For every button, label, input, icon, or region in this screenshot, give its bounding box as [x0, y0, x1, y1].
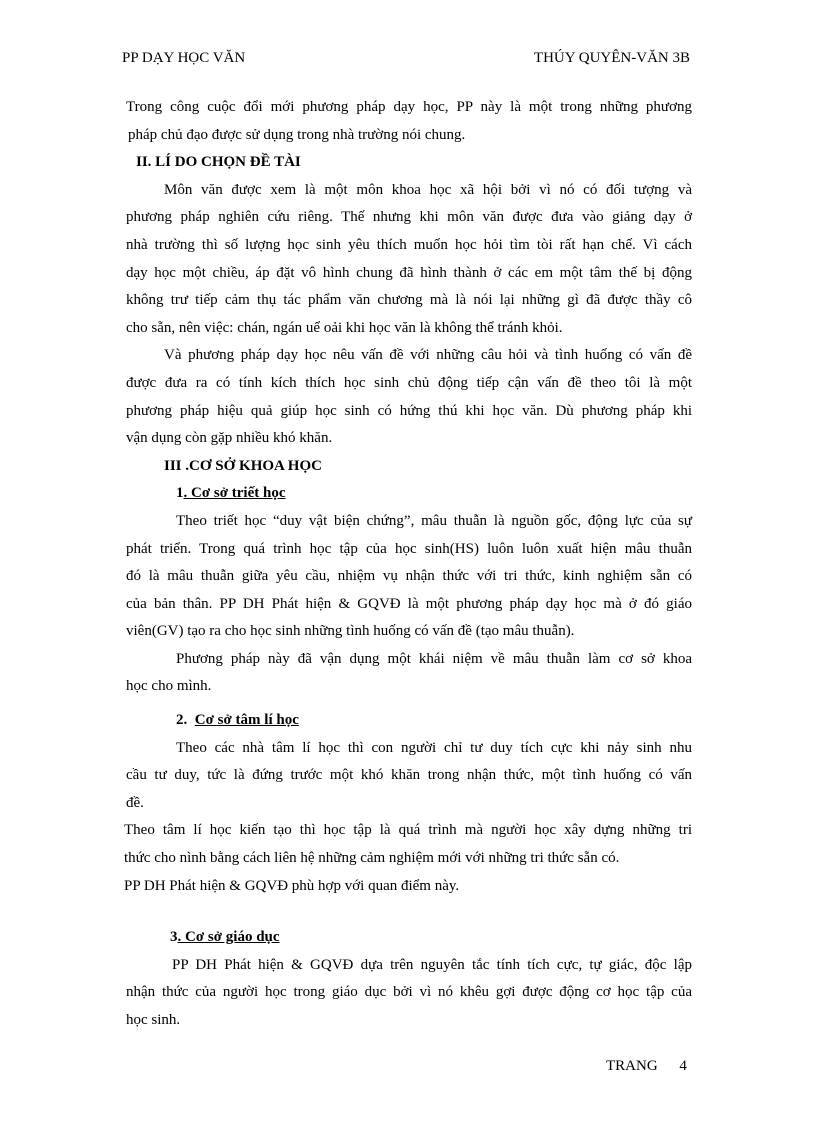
text-line: PP DH Phát hiện & GQVĐ phù hợp với quan điểm này.: [124, 877, 460, 894]
text-line: dạy học một chiều, áp đặt vô hình chung đã hình thành ở các em một tâm thế bị động: [126, 264, 692, 281]
text-line: cầu tư duy, tức là đứng trước một khó khăn trong nhận thức, một tình huống có vấn: [126, 767, 692, 784]
text-line: học sinh.: [126, 1012, 181, 1028]
text-line: đó là mâu thuẫn giữa yêu cầu, nhiệm vụ nhận thức với tri thức, kinh nghiệm sẵn có: [126, 568, 692, 585]
text-line: nhà trường thì số lượng học sinh yêu thích muốn học hỏi tìm tòi rất hạn chế. Vì cách: [126, 236, 692, 253]
text-line: cho sẵn, nên việc: chán, ngán uể oải khi học văn là không thể tránh khỏi.: [126, 319, 563, 336]
section-heading: III .CƠ SỞ KHOA HỌC: [164, 457, 322, 474]
intro-paragraph: [126, 94, 692, 149]
paragraph: [126, 646, 692, 701]
subsection-heading: [126, 480, 692, 508]
subsection-heading: [126, 707, 692, 735]
text-line: được đưa ra có tính kích thích học sinh chủ động tiếp cận vấn đề theo tôi là một: [126, 374, 692, 391]
text-line: vận dụng còn gặp nhiều khó khăn.: [126, 430, 333, 447]
text-line: PP DH Phát hiện & GQVĐ dựa trên nguyên tắc tính tích cực, tự giác, độc lập: [172, 956, 692, 973]
header-left: PP DẠY HỌC VĂN: [122, 50, 246, 66]
paragraph: [126, 952, 692, 1035]
subsection-number: 2.: [176, 712, 188, 729]
text-line: không trư tiếp cảm thụ tác phẩm văn chương mà là nói lại những gì đã được thầy cô: [126, 292, 692, 309]
page-number: 4: [679, 1058, 687, 1074]
text-line: Và phương pháp dạy học nêu vấn đề với những câu hỏi và tình huống có vấn đề: [164, 347, 692, 364]
text-line: phương pháp hiệu quả giúp học sinh có hứng thú khi học văn. Dù phương pháp khi: [126, 402, 692, 419]
text-line: thức cho nình bằng cách liên hệ những cảm nghiệm mới với những tri thức sẵn có.: [124, 850, 620, 867]
subsection-title: . Cơ sở giáo dục: [177, 929, 280, 946]
paragraph: [126, 342, 692, 452]
section-heading: II. LÍ DO CHỌN ĐỀ TÀI: [136, 154, 301, 171]
text-line: pháp chủ đạo được sử dụng trong nhà trường nói chung.: [128, 126, 466, 143]
paragraph: [126, 177, 692, 343]
text-line: Môn văn được xem là một môn khoa học xã hội bởi vì nó có đối tượng và: [164, 181, 692, 198]
text-line: của bản thân. PP DH Phát hiện & GQVĐ là một phương pháp dạy học mà ở đó giáo: [126, 595, 692, 612]
header-right: THÚY QUYÊN-VĂN 3B: [533, 50, 690, 66]
subsection-number: 3: [170, 929, 178, 946]
subsection-title: . Cơ sở triết học: [183, 485, 286, 502]
paragraph: [126, 508, 692, 646]
footer-label: TRANG: [606, 1058, 658, 1074]
subsection-heading: [126, 924, 692, 952]
document-body: [126, 94, 692, 1035]
subsection-number: 1: [176, 485, 184, 502]
page-footer: [606, 1058, 687, 1075]
text-line: phát triển. Trong quá trình học tập của học sinh(HS) luôn luôn xuất hiện mâu thuẫn: [126, 540, 692, 557]
text-line: Theo tâm lí học kiến tạo thì học tập là quá trình mà người học xây dựng những tri: [124, 822, 692, 839]
subsection-title: Cơ sở tâm lí học: [194, 712, 299, 729]
text-line: đề.: [126, 794, 144, 811]
text-line: viên(GV) tạo ra cho học sinh những tình huống có vấn đề (tạo mâu thuẫn).: [126, 623, 575, 640]
paragraph: [126, 735, 692, 818]
text-line: Phương pháp này đã vận dụng một khái niệm về mâu thuẫn làm cơ sở khoa: [176, 650, 692, 667]
text-line: nhận thức của người học trong giáo dục bởi vì nó khêu gợi được động cơ học tập của: [126, 984, 692, 1001]
text-line: phương pháp nghiên cứu riêng. Thế nhưng khi môn văn được đưa vào giảng dạy ở: [126, 209, 692, 226]
text-line: Trong công cuộc đổi mới phương pháp dạy học, PP này là một trong những phương: [126, 99, 692, 115]
page-header: [122, 50, 690, 70]
text-line: Theo triết học “duy vật biện chứng”, mâu thuẫn là nguồn gốc, động lực của sự: [176, 512, 692, 529]
paragraph: [126, 817, 692, 900]
text-line: học cho mình.: [126, 678, 212, 695]
text-line: Theo các nhà tâm lí học thì con người chỉ tư duy tích cực khi nảy sinh nhu: [176, 739, 692, 756]
